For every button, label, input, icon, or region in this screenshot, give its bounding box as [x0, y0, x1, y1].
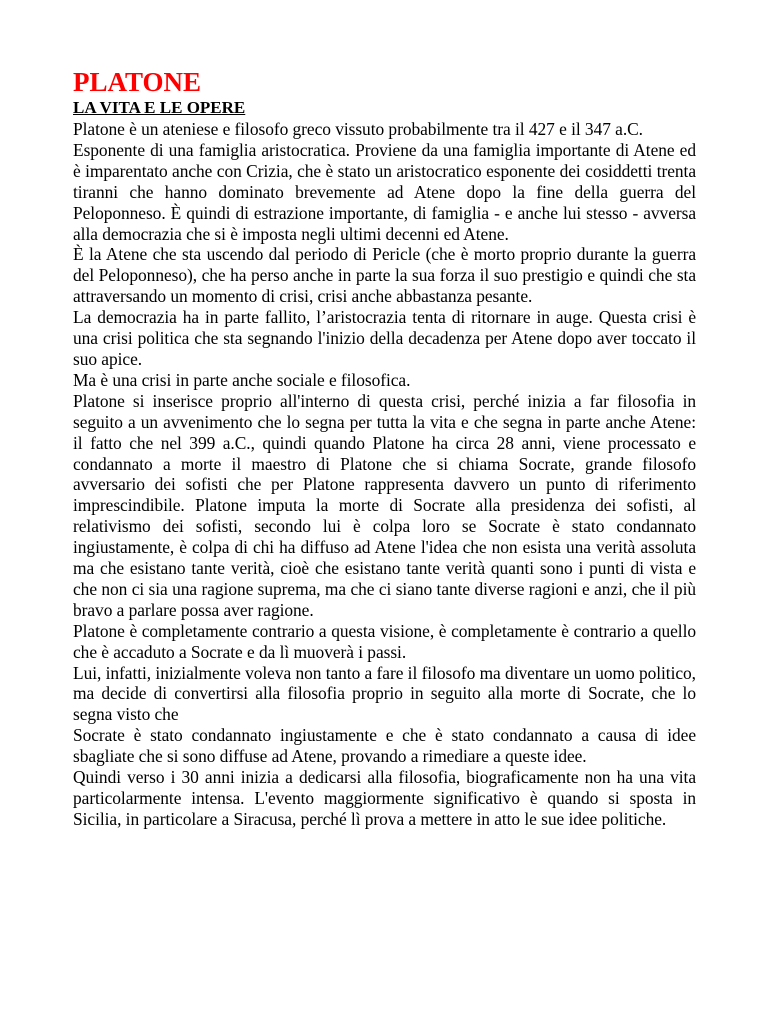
section-heading: LA VITA E LE OPERE: [73, 98, 246, 117]
paragraph-6: Platone si inserisce proprio all'interno di questa crisi, perché inizia a far filosofia in seguito a un avvenimento che lo segna per tutta la vita e che segna in parte anche Atene: il fatto che nel 399 a.C., quindi quando Platone ha circa 28 anni, viene processato e condannato a morte il maestro di Platone che si chiama Socrate, grande filosofo avversario dei sofisti che per Platone rappresenta davvero un punto di riferimento imprescindibile. Platone imputa la morte di Socrate alla presidenza dei sofisti, al relativismo dei sofisti, secondo lui è colpa loro se Socrate è stato condannato ingiustamente, è colpa di chi ha diffuso ad Atene l'idea che non esista una verità assoluta ma che esistano tante verità, cioè che esistano tante verità quanti sono i punti di vista e che non ci sia una ragione suprema, ma che ci siano tante diverse ragioni e anzi, che il più bravo a parlare possa aver ragione.: [73, 390, 696, 620]
paragraph-7: Platone è completamente contrario a questa visione, è completamente è contrario a quello che è accaduto a Socrate e da lì muoverà i passi.: [73, 620, 696, 662]
document-title: PLATONE: [73, 67, 202, 97]
paragraph-2: Esponente di una famiglia aristocratica. Proviene da una famiglia importante di Atene ed è imparentato anche con Crizia, che è stato un aristocratico esponente dei cosiddetti trenta tiranni che hanno dominato brevemente ad Atene dopo la fine della guerra del Peloponneso. È quindi di estrazione importante, di famiglia - e anche lui stesso - avversa alla democrazia che si è imposta negli ultimi decenni ed Atene.: [73, 139, 696, 244]
paragraph-5: Ma è una crisi in parte anche sociale e filosofica.: [73, 369, 411, 390]
paragraph-10: Quindi verso i 30 anni inizia a dedicarsi alla filosofia, biograficamente non ha una vita particolarmente intensa. L'evento maggiormente significativo è quando si sposta in Sicilia, in particolare a Siracusa, perché lì prova a mettere in atto le sue idee politiche.: [73, 767, 696, 829]
document-page: [73, 66, 696, 830]
paragraph-4: La democrazia ha in parte fallito, l’aristocrazia tenta di ritornare in auge. Questa crisi è una crisi politica che sta segnando l'inizio della decadenza per Atene dopo aver toccato il suo apice.: [73, 307, 696, 369]
paragraph-3: È la Atene che sta uscendo dal periodo di Pericle (che è morto proprio durante la guerra del Peloponneso), che ha perso anche in parte la sua forza il suo prestigio e quindi che sta attraversando un momento di crisi, crisi anche abbastanza pesante.: [73, 244, 696, 307]
paragraph-1: Platone è un ateniese e filosofo greco vissuto probabilmente tra il 427 e il 347 a.C.: [73, 119, 643, 139]
paragraph-8: Lui, infatti, inizialmente voleva non tanto a fare il filosofo ma diventare un uomo politico, ma decide di convertirsi alla filosofia proprio in seguito alla morte di Socrate, che lo segna visto che: [73, 662, 696, 725]
paragraph-9: Socrate è stato condannato ingiustamente e che è stato condannato a causa di idee sbagliate che si sono diffuse ad Atene, provando a rimediare a queste idee.: [73, 725, 696, 767]
